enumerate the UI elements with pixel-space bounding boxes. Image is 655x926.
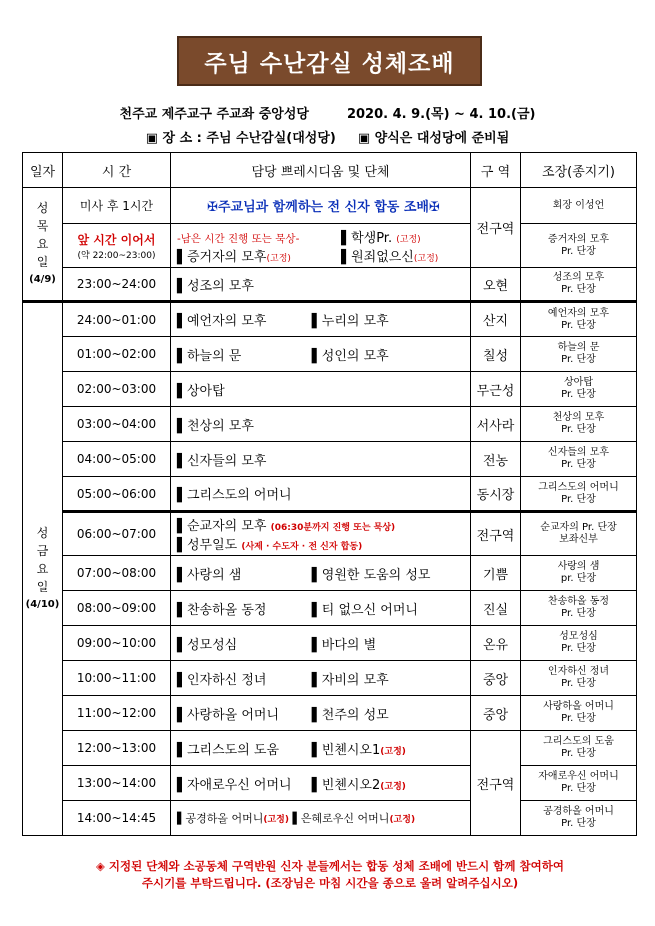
fixed-tag: (고정): [396, 234, 421, 245]
region-cell: 온유: [471, 626, 521, 661]
resp-cell: [171, 801, 471, 836]
resp-a: ▌천상의 모후: [177, 418, 254, 434]
table-row: [23, 224, 637, 268]
resp-cell: [171, 661, 471, 696]
resp-cell: [171, 731, 471, 766]
leader-cell: [521, 302, 637, 337]
time-cell: 06:00~07:00: [63, 512, 171, 556]
leader-cell: [521, 801, 637, 836]
resp-cell: [171, 442, 471, 477]
leader-cell: [521, 372, 637, 407]
resp-b: ▌은혜로우신 어머니: [292, 812, 390, 825]
resp-cell: [171, 696, 471, 731]
resp-cell: [171, 626, 471, 661]
resp-a: ▌찬송하올 동정: [177, 602, 267, 618]
time-cell: 04:00~05:00: [63, 442, 171, 477]
leader-cell: [521, 591, 637, 626]
day-thursday: [23, 188, 63, 302]
day-friday: [23, 302, 63, 836]
resp-cell: ✠주교님과 함께하는 전 신자 합동 조배✠: [171, 188, 471, 224]
resp-b: ▌자비의 모후: [311, 672, 389, 688]
resp-b: ▌영원한 도움의 성모: [311, 567, 431, 583]
leader-cell: [521, 556, 637, 591]
resp-b: ▌누리의 모후: [311, 314, 389, 329]
resp-b: ▌성무일도: [177, 538, 238, 553]
resp-a: ▌성모성심: [177, 637, 238, 653]
resp-a: ▌순교자의 모후: [177, 519, 267, 534]
leader-cell: [521, 661, 637, 696]
leader-line: Pr. 단장: [561, 459, 596, 470]
leader-line: Pr. 단장: [561, 678, 596, 689]
time-cell: 05:00~06:00: [63, 477, 171, 512]
leader-line: 공경하올 어머니: [543, 806, 614, 817]
time-cell: 08:00~09:00: [63, 591, 171, 626]
leader-line: 사랑의 샘: [557, 561, 600, 572]
table-header-row: [23, 153, 637, 188]
time-cell: 23:00~24:00: [63, 268, 171, 302]
day-char: 성: [36, 526, 49, 540]
time-cell: 07:00~08:00: [63, 556, 171, 591]
region-cell: 무근성: [471, 372, 521, 407]
resp-a: ▌그리스도의 어머니: [177, 488, 292, 503]
table-row: [23, 188, 637, 224]
day-char: 금: [36, 544, 49, 558]
fixed-tag: (고정): [380, 746, 406, 757]
header-org: 천주교 제주교구 주교좌 중앙성당: [119, 107, 309, 122]
leader-line: Pr. 단장: [561, 783, 596, 794]
leader-cell: [521, 477, 637, 512]
time-cell: 02:00~03:00: [63, 372, 171, 407]
leader-line: 천상의 모후: [552, 412, 605, 423]
table-row: [23, 696, 637, 731]
region-cell: 중앙: [471, 696, 521, 731]
table-row: [23, 337, 637, 372]
day-char: 요: [36, 237, 49, 251]
resp-cell: [171, 512, 471, 556]
region-cell: 전구역: [471, 512, 521, 556]
table-row: [23, 302, 637, 337]
resp-cell: [171, 224, 471, 268]
resp-a: ▌인자하신 정녀: [177, 672, 267, 688]
table-row: [23, 268, 637, 302]
time-cell: 13:00~14:00: [63, 766, 171, 801]
col-leader: 조장(종지기): [521, 153, 637, 188]
resp-a: ▌예언자의 모후: [177, 314, 267, 329]
leader-line: 하늘의 문: [557, 342, 600, 353]
resp-b: ▌증거자의 모후: [177, 249, 267, 265]
leader-line: 자애로우신 어머니: [538, 771, 619, 782]
resp-cell: [171, 407, 471, 442]
resp-note: (사제 · 수도자 · 전 신자 합동): [241, 542, 363, 552]
resp-cell: [171, 556, 471, 591]
leader-line: Pr. 단장: [561, 284, 596, 295]
header-date: 2020. 4. 9.(목) ~ 4. 10.(금): [346, 107, 536, 122]
region-cell: 산지: [471, 302, 521, 337]
leader-line: Pr. 단장: [561, 748, 596, 759]
col-region: 구 역: [471, 153, 521, 188]
time-cell: 03:00~04:00: [63, 407, 171, 442]
resp-a: ▌신자들의 모후: [177, 453, 267, 469]
leader-cell: [521, 731, 637, 766]
resp-cell: [171, 302, 471, 337]
leader-cell: [521, 626, 637, 661]
resp-b: ▌바다의 별: [311, 637, 377, 653]
resp-a: ▌학생Pr.: [341, 230, 393, 246]
time-cell: 미사 후 1시간: [63, 188, 171, 224]
resp-cell: ▌성조의 모후: [171, 268, 471, 302]
leader-line: 그리스도의 어머니: [538, 481, 619, 493]
resp-note: -남은 시간 진행 또는 묵상-: [177, 232, 300, 245]
leader-line: Pr. 단장: [561, 713, 596, 724]
header-place: ▣ 장 소 : 주님 수난감실(대성당): [145, 131, 336, 146]
resp-cell: [171, 372, 471, 407]
leader-line: 증거자의 모후: [547, 233, 610, 245]
table-row: [23, 556, 637, 591]
leader-line: Pr. 단장: [561, 245, 596, 257]
day-char: 일: [36, 255, 49, 269]
leader-cell: 회장 이성언: [521, 188, 637, 224]
leader-line: 신자들의 모후: [547, 447, 610, 458]
page-title: 주님 수난감실 성체조배: [177, 36, 482, 86]
leader-cell: [521, 442, 637, 477]
table-row: [23, 731, 637, 766]
day-char: 성: [36, 201, 49, 215]
leader-cell: [521, 337, 637, 372]
resp-a: ▌하늘의 문: [177, 348, 242, 364]
resp-b: ▌빈첸시오1: [311, 742, 381, 758]
table-row: [23, 766, 637, 801]
day-char: 일: [36, 580, 49, 594]
leader-line: 보좌신부: [559, 534, 598, 545]
table-row: [23, 661, 637, 696]
footer-line: 주시기를 부탁드립니다. (조장님은 마침 시간을 종으로 울려 알려주십시오): [141, 876, 519, 890]
fixed-tag: (고정): [263, 815, 289, 825]
leader-line: pr. 단장: [560, 573, 597, 584]
region-cell: 서사라: [471, 407, 521, 442]
table-row: [23, 801, 637, 836]
header-form-note: ▣ 양식은 대성당에 준비됨: [357, 131, 510, 146]
leader-line: 순교자의 Pr. 단장: [540, 522, 617, 533]
resp-b: ▌빈첸시오2: [311, 777, 381, 793]
resp-a: ▌상아탑: [177, 383, 225, 399]
time-cell: 11:00~12:00: [63, 696, 171, 731]
resp-cell: [171, 477, 471, 512]
table-row: [23, 512, 637, 556]
table-row: [23, 591, 637, 626]
leader-line: Pr. 단장: [561, 643, 596, 654]
resp-a: ▌그리스도의 도움: [177, 742, 280, 758]
time-cell: [63, 224, 171, 268]
leader-line: Pr. 단장: [561, 319, 596, 331]
region-cell: 전구역: [471, 188, 521, 268]
table-row: [23, 626, 637, 661]
table-row: [23, 372, 637, 407]
col-day: 일자: [23, 153, 63, 188]
leader-cell: [521, 512, 637, 556]
leader-cell: [521, 696, 637, 731]
table-row: [23, 477, 637, 512]
time-cell: 12:00~13:00: [63, 731, 171, 766]
resp-b: ▌티 없으신 어머니: [311, 602, 418, 618]
leader-line: 상아탑: [564, 377, 593, 388]
day-char: 목: [36, 219, 49, 233]
time-main: 앞 시간 이어서: [77, 232, 156, 247]
footer-line: ◈ 지정된 단체와 소공동체 구역반원 신자 분들께서는 합동 성체 조배에 반드시 함께 참여하여: [96, 859, 564, 873]
leader-line: 사랑하올 어머니: [543, 701, 614, 712]
leader-line: Pr. 단장: [561, 608, 596, 619]
leader-line: Pr. 단장: [561, 818, 596, 829]
header-org-date: [0, 103, 655, 122]
region-cell: 중앙: [471, 661, 521, 696]
fixed-tag: (고정): [266, 253, 291, 264]
resp-a: ▌사랑하올 어머니: [177, 707, 280, 723]
resp-c: ▌원죄없으신: [341, 249, 414, 265]
resp-a: ▌사랑의 샘: [177, 567, 242, 583]
leader-line: 예언자의 모후: [547, 307, 610, 319]
leader-line: Pr. 단장: [561, 424, 596, 435]
time-cell: 01:00~02:00: [63, 337, 171, 372]
resp-a: ▌공경하올 어머니: [177, 812, 264, 825]
region-cell: 전농: [471, 442, 521, 477]
time-cell: 14:00~14:45: [63, 801, 171, 836]
leader-cell: [521, 224, 637, 268]
leader-line: 성조의 모후: [552, 272, 605, 283]
time-cell: 10:00~11:00: [63, 661, 171, 696]
leader-line: 그리스도의 도움: [543, 736, 614, 747]
leader-line: 성모성심: [559, 631, 598, 642]
resp-note: (06:30분까지 진행 또는 묵상): [270, 523, 396, 533]
leader-line: 인자하신 정녀: [547, 666, 610, 677]
resp-b: ▌천주의 성모: [311, 707, 389, 723]
resp-a: ▌자애로우신 어머니: [177, 777, 292, 793]
region-cell: 오현: [471, 268, 521, 302]
resp-cell: [171, 591, 471, 626]
resp-cell: [171, 337, 471, 372]
time-cell: 24:00~01:00: [63, 302, 171, 337]
col-time: 시 간: [63, 153, 171, 188]
leader-line: Pr. 단장: [561, 493, 596, 505]
leader-line: Pr. 단장: [561, 354, 596, 365]
resp-b: ▌성인의 모후: [311, 348, 389, 364]
leader-line: 찬송하올 동정: [547, 596, 610, 607]
resp-cell: [171, 766, 471, 801]
region-cell: 기쁨: [471, 556, 521, 591]
day-date: (4/10): [25, 599, 60, 610]
header-place-line: [0, 127, 655, 146]
region-cell: 진실: [471, 591, 521, 626]
time-cell: 09:00~10:00: [63, 626, 171, 661]
leader-cell: [521, 268, 637, 302]
fixed-tag: (고정): [413, 253, 439, 264]
fixed-tag: (고정): [380, 781, 406, 792]
region-cell: 동시장: [471, 477, 521, 512]
col-resp: 담당 쁘레시디움 및 단체: [171, 153, 471, 188]
schedule-table: [22, 152, 637, 836]
day-char: 요: [36, 562, 49, 576]
region-cell: 전구역: [471, 731, 521, 836]
leader-cell: [521, 766, 637, 801]
table-row: [23, 407, 637, 442]
region-cell: 칠성: [471, 337, 521, 372]
day-date: (4/9): [29, 274, 56, 285]
table-row: [23, 442, 637, 477]
fixed-tag: (고정): [389, 815, 416, 825]
time-sub: (약 22:00~23:00): [77, 250, 156, 261]
footer-note: [30, 858, 630, 892]
leader-line: Pr. 단장: [561, 389, 596, 400]
leader-cell: [521, 407, 637, 442]
